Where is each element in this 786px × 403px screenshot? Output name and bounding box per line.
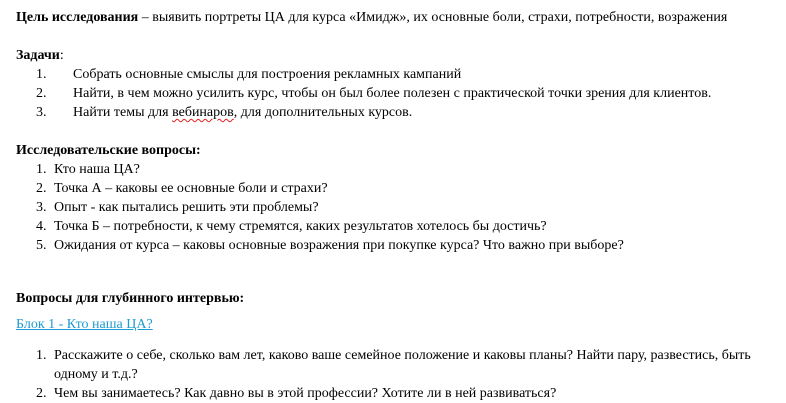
list-item-number: 5. <box>36 238 47 253</box>
block-1-link-paragraph <box>16 315 780 334</box>
list-item <box>16 179 780 198</box>
research-questions-list <box>16 160 780 255</box>
list-item-text: Найти, в чем можно усилить курс, чтобы он был более полезен с практической точки зрения для клиентов. <box>73 86 712 101</box>
list-item-text-start: Найти темы для <box>73 105 173 120</box>
list-item <box>16 236 780 255</box>
list-item <box>16 160 780 179</box>
spellcheck-flagged-word[interactable]: вебинаров <box>172 105 234 120</box>
tasks-heading-label: Задачи <box>16 48 60 63</box>
list-item-number: 2. <box>36 86 47 101</box>
research-goal-text: – выявить портреты ЦА для курса «Имидж», их основные боли, страхи, потребности, возражения <box>138 10 728 25</box>
list-item-text: Чем вы занимаетесь? Как давно вы в этой профессии? Хотите ли в ней развиваться? <box>54 386 557 401</box>
list-item <box>16 346 780 384</box>
list-item-number: 1. <box>36 67 47 82</box>
list-item-text: Ожидания от курса – каковы основные возражения при покупке курса? Что важно при выборе? <box>54 238 624 253</box>
list-item-number: 1. <box>36 162 47 177</box>
research-questions-heading: Исследовательские вопросы: <box>16 143 201 158</box>
list-item-text-end: , для дополнительных курсов. <box>233 105 413 120</box>
tasks-heading <box>16 46 780 65</box>
tasks-list <box>16 65 780 122</box>
list-item-text: Точка А – каковы ее основные боли и страхи? <box>54 181 328 196</box>
list-item <box>16 198 780 217</box>
list-item-text <box>16 103 780 122</box>
tasks-heading-colon: : <box>59 48 64 63</box>
list-item <box>16 103 780 122</box>
research-goal-paragraph <box>16 8 780 27</box>
list-item-number: 3. <box>36 105 47 120</box>
list-item-text: Расскажите о себе, сколько вам лет, каково ваше семейное положение и каковы планы? Найти пару, развестись, быть одному и т.д.? <box>54 348 751 382</box>
list-item-number: 3. <box>36 200 47 215</box>
research-goal-label: Цель исследования <box>16 10 139 25</box>
list-item <box>16 84 780 103</box>
list-item-number: 4. <box>36 219 47 234</box>
list-item-number: 2. <box>36 386 47 401</box>
list-item-text: Собрать основные смыслы для построения рекламных кампаний <box>73 67 462 82</box>
interview-questions-heading: Вопросы для глубинного интервью: <box>16 291 245 306</box>
list-item-text: Кто наша ЦА? <box>54 162 140 177</box>
list-item-number: 2. <box>36 181 47 196</box>
list-item <box>16 384 780 403</box>
interview-questions-list <box>16 346 780 403</box>
list-item <box>16 217 780 236</box>
list-item-number: 1. <box>36 348 47 363</box>
list-item-text: Опыт - как пытались решить эти проблемы? <box>54 200 319 215</box>
list-item-text: Точка Б – потребности, к чему стремятся, каких результатов хотелось бы достичь? <box>54 219 547 234</box>
block-1-link[interactable]: Блок 1 - Кто наша ЦА? <box>16 317 153 332</box>
list-item <box>16 65 780 84</box>
document-body <box>16 8 780 403</box>
